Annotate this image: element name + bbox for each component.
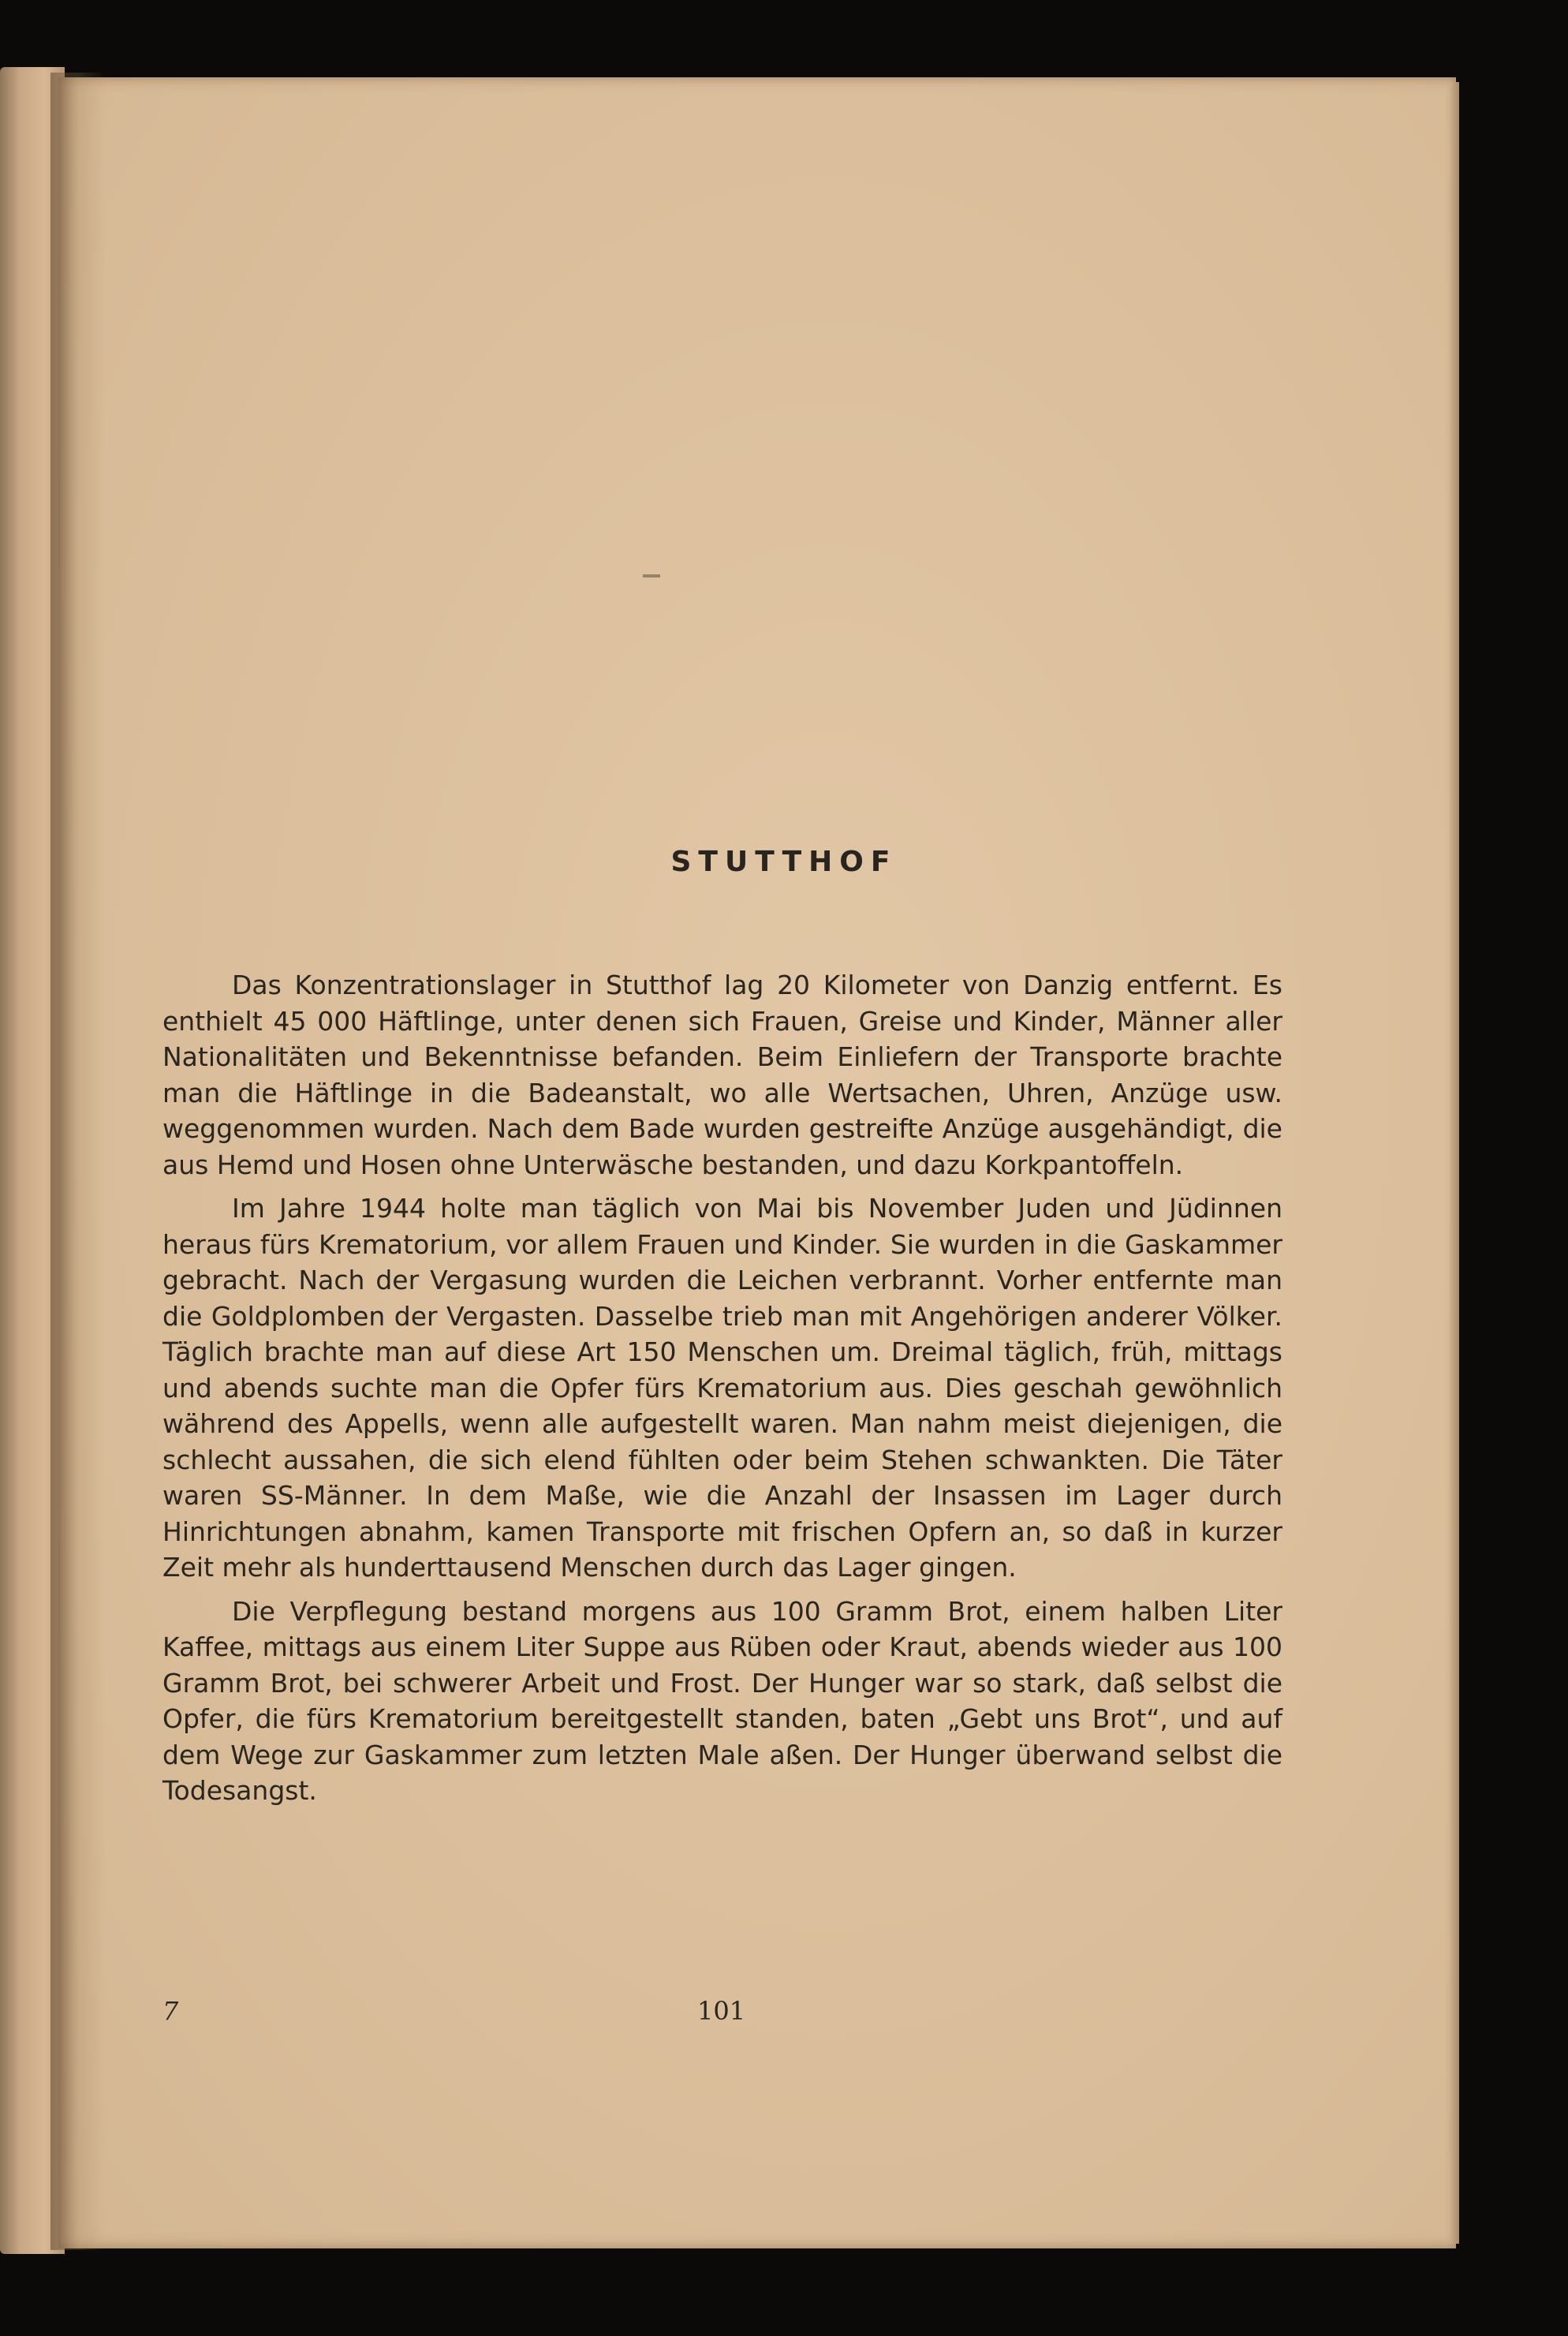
signature-mark: 7 xyxy=(162,1996,179,2026)
gutter-shadow xyxy=(50,73,106,2250)
page-right-edge xyxy=(1450,82,1459,2244)
body-text xyxy=(162,967,1282,1817)
stray-ink-mark xyxy=(643,574,660,577)
page-number: 101 xyxy=(697,1996,746,2026)
paragraph-3: Die Verpflegung bestand morgens aus 100 Gramm Brot, einem halben Liter Kaffee, mittags aus einem Liter Suppe aus Rüben oder Kraut, abends wieder aus 100 Gramm Brot, bei schwerer Arbeit und Frost. Der Hunger war so stark, daß selbst die Opfer, die fürs Krematorium bereitgestellt standen, baten „Gebt uns Brot“, und auf dem Wege zur Gaskammer zum letzten Male aßen. Der Hunger überwand selbst die Todesangst. xyxy=(162,1595,1282,1806)
chapter-title-text: STUTTHOF xyxy=(670,846,898,878)
paragraph-1: Das Konzentrationslager in Stutthof lag 20 Kilometer von Danzig entfernt. Es enthielt 45 000 Häftlinge, unter denen sich Frauen, Greise und Kinder, Männer aller Nationalitäten und Bekenntnisse befanden. Beim Einliefern der Transporte brachte man die Häftlinge in die Badeanstalt, wo alle Wertsachen, Uhren, Anzüge usw. weggenommen wurden. Nach dem Bade wurden gestreifte Anzüge ausgehändigt, die aus Hemd und Hosen ohne Unterwäsche bestanden, und dazu Korkpantoffeln. xyxy=(162,970,1282,1180)
paragraph-2: Im Jahre 1944 holte man täglich von Mai bis November Juden und Jüdinnen heraus fürs Krematorium, vor allem Frauen und Kinder. Sie wurden in die Gaskammer gebracht. Nach der Vergasung wurden die Leichen verbrannt. Vorher entfernte man die Goldplomben der Vergasten. Dasselbe trieb man mit Angehörigen anderer Völker. Täglich brachte man auf diese Art 150 Menschen um. Dreimal täglich, früh, mittags und abends suchte man die Opfer fürs Krematorium aus. Dies geschah gewöhnlich während des Appells, wenn alle aufgestellt waren. Man nahm meist diejenigen, die schlecht aussahen, die sich elend fühlten oder beim Stehen schwankten. Die Täter waren SS-Männer. In dem Maße, wie die Anzahl der Insassen im Lager durch Hinrichtungen abnahm, kamen Transporte mit frischen Opfern an, so daß in kurzer Zeit mehr als hunderttausend Menschen durch das Lager gingen. xyxy=(162,1193,1282,1583)
chapter-title xyxy=(0,846,1568,878)
